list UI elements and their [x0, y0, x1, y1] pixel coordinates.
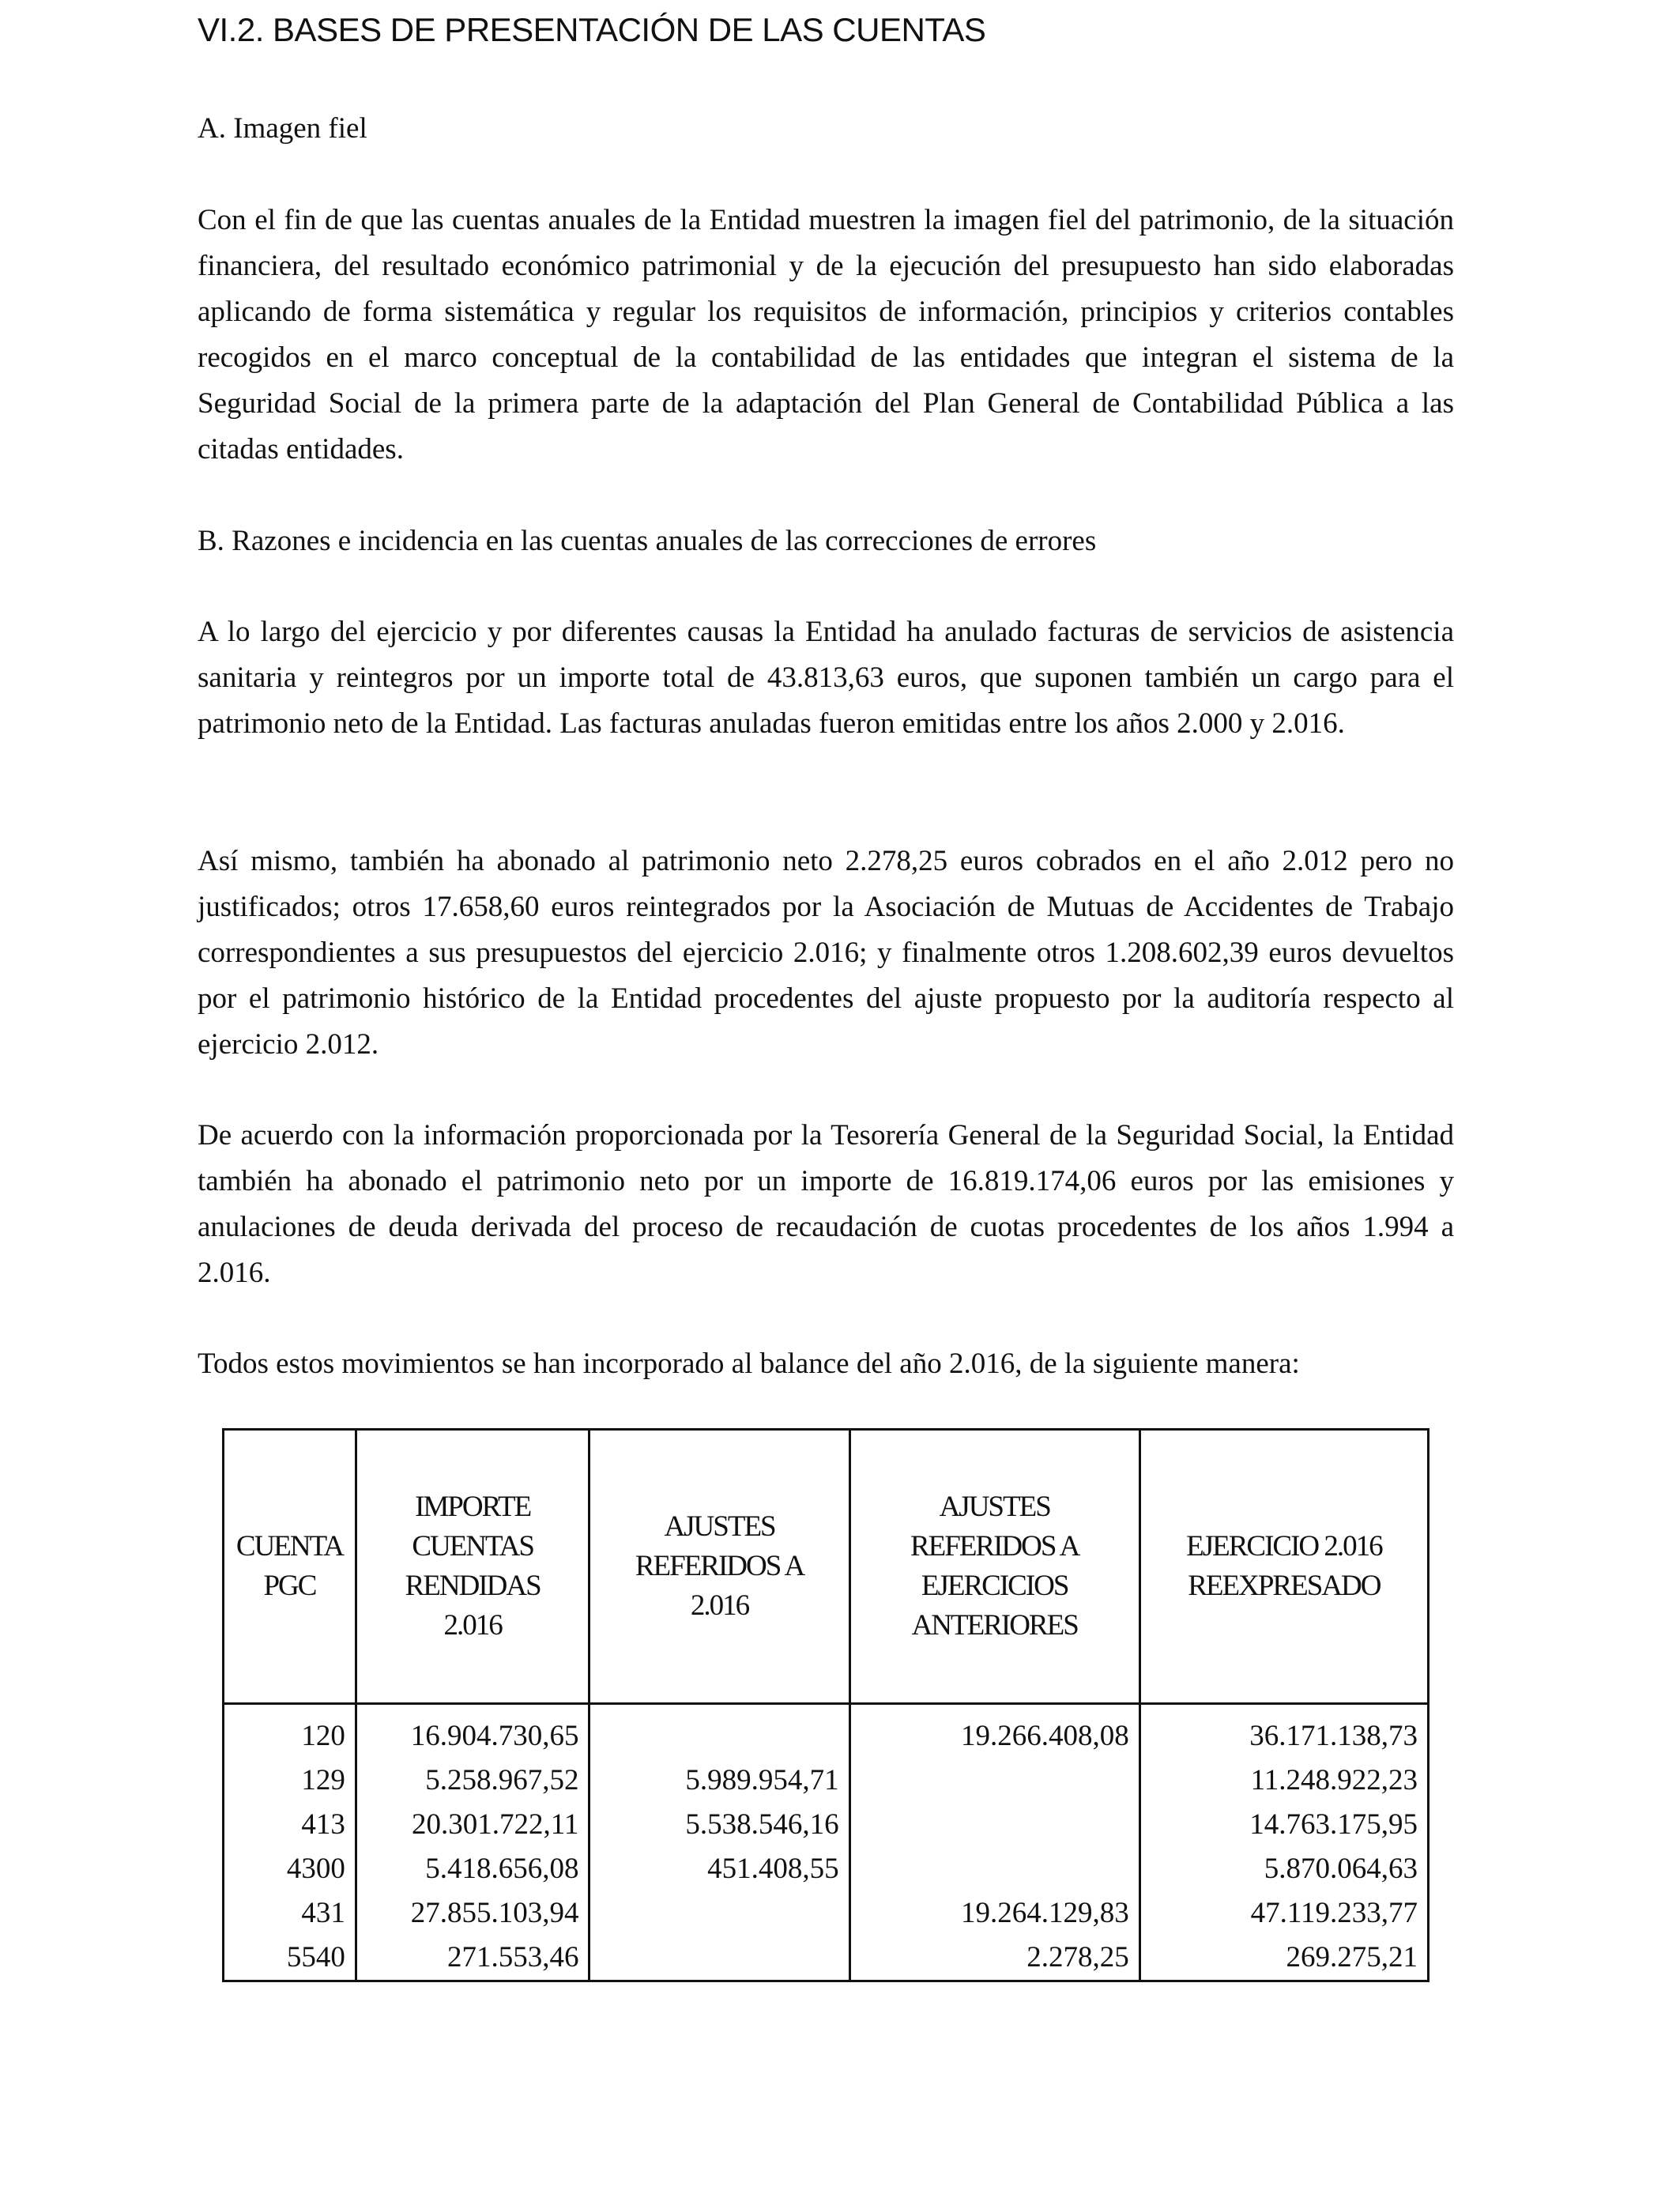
table-row [224, 1847, 1429, 1891]
table-cell: 431 [224, 1891, 356, 1936]
table-cell: 27.855.103,94 [356, 1891, 590, 1936]
subsection-a-heading: A. Imagen fiel [198, 112, 367, 145]
table-cell: 5540 [224, 1936, 356, 1981]
subsection-b-paragraph-1: A lo largo del ejercicio y por diferentes causas la Entidad ha anulado facturas de servicios de asistencia sanitaria y reintegros por un importe total de 43.813,63 euros, que suponen también un cargo para el patrimonio neto de la Entidad. Las facturas anuladas fueron emitidas entre los años 2.000 y 2.016. [198, 616, 1454, 740]
subsection-a-paragraph: Con el fin de que las cuentas anuales de la Entidad muestren la imagen fiel del patrimonio, de la situación financiera, del resultado económico patrimonial y de la ejecución del presupuesto han sido elaboradas aplicando de forma sistemática y regular los requisitos de información, principios y criterios contables recogidos en el marco conceptual de la contabilidad de las entidades que integran el sistema de la Seguridad Social de la primera parte de la adaptación del Plan General de Contabilidad Pública a las citadas entidades. [198, 204, 1454, 466]
table-cell: 14.763.175,95 [1139, 1803, 1428, 1847]
header-ajustes-2016: AJUSTES REFERIDOS A 2.016 [590, 1430, 849, 1704]
table-row [224, 1759, 1429, 1803]
table-cell: 11.248.922,23 [1139, 1759, 1428, 1803]
subsection-b-paragraph-4: Todos estos movimientos se han incorporado al balance del año 2.016, de la siguiente manera: [198, 1348, 1300, 1380]
table-cell: 271.553,46 [356, 1936, 590, 1981]
table-cell: 413 [224, 1803, 356, 1847]
table-cell: 47.119.233,77 [1139, 1891, 1428, 1936]
table-cell [590, 1891, 849, 1936]
table-cell: 19.266.408,08 [849, 1704, 1139, 1759]
table-cell: 5.870.064,63 [1139, 1847, 1428, 1891]
header-ajustes-anteriores: AJUSTES REFERIDOS A EJERCICIOS ANTERIORES [849, 1430, 1139, 1704]
table-cell: 5.538.546,16 [590, 1803, 849, 1847]
table-cell: 129 [224, 1759, 356, 1803]
table-cell: 4300 [224, 1847, 356, 1891]
table-row [224, 1704, 1429, 1759]
table-cell [849, 1759, 1139, 1803]
restatement-table [222, 1428, 1430, 1982]
header-ejercicio-reexpresado: EJERCICIO 2.016 REEXPRESADO [1139, 1430, 1428, 1704]
header-importe-cuentas-rendidas: IMPORTE CUENTAS RENDIDAS 2.016 [356, 1430, 590, 1704]
table-cell [849, 1847, 1139, 1891]
section-title: VI.2. BASES DE PRESENTACIÓN DE LAS CUENTAS [198, 11, 986, 48]
subsection-b-heading: B. Razones e incidencia en las cuentas anuales de las correcciones de errores [198, 525, 1097, 557]
subsection-b-paragraph-2: Así mismo, también ha abonado al patrimonio neto 2.278,25 euros cobrados en el año 2.012 pero no justificados; otros 17.658,60 euros reintegrados por la Asociación de Mutuas de Accidentes de Trabajo correspondientes a sus presupuestos del ejercicio 2.016; y finalmente otros 1.208.602,39 euros devueltos por el patrimonio histórico de la Entidad procedentes del ajuste propuesto por la auditoría respecto al ejercicio 2.012. [198, 845, 1454, 1061]
table-header-row [224, 1430, 1429, 1704]
table-cell: 19.264.129,83 [849, 1891, 1139, 1936]
table-cell [849, 1803, 1139, 1847]
table-cell [590, 1936, 849, 1981]
table-cell: 5.258.967,52 [356, 1759, 590, 1803]
table-cell: 16.904.730,65 [356, 1704, 590, 1759]
subsection-b-paragraph-3: De acuerdo con la información proporcionada por la Tesorería General de la Seguridad Social, la Entidad también ha abonado el patrimonio neto por un importe de 16.819.174,06 euros por las emisiones y anulaciones de deuda derivada del proceso de recaudación de cuotas procedentes de los años 1.994 a 2.016. [198, 1119, 1454, 1289]
table-cell: 451.408,55 [590, 1847, 849, 1891]
table-cell: 5.989.954,71 [590, 1759, 849, 1803]
table-cell: 120 [224, 1704, 356, 1759]
header-cuenta-pgc: CUENTA PGC [224, 1430, 356, 1704]
table-cell: 269.275,21 [1139, 1936, 1428, 1981]
table-row [224, 1936, 1429, 1981]
table-cell: 5.418.656,08 [356, 1847, 590, 1891]
table-row [224, 1803, 1429, 1847]
table-cell: 2.278,25 [849, 1936, 1139, 1981]
table-row [224, 1891, 1429, 1936]
table-cell: 20.301.722,11 [356, 1803, 590, 1847]
table-cell: 36.171.138,73 [1139, 1704, 1428, 1759]
table-cell [590, 1704, 849, 1759]
